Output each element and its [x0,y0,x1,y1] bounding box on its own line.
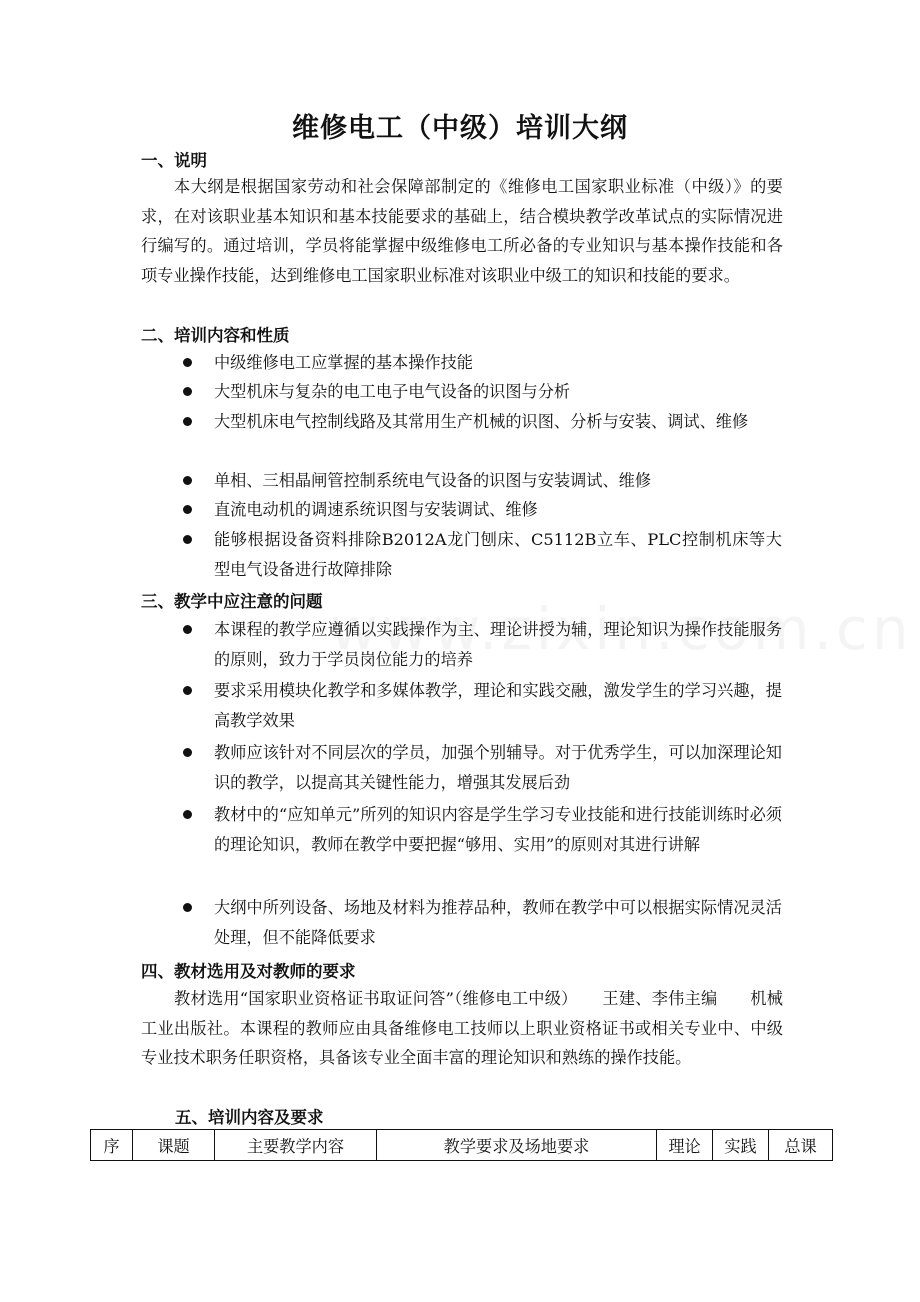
section-heading-5: 五、培训内容及要求 [175,1108,324,1127]
bullet-icon [183,810,192,819]
bullet-icon [183,417,192,426]
table-header-cell: 序 [91,1130,133,1161]
bullet-icon [183,358,192,367]
bullet-icon [183,535,192,544]
section-heading-2: 二、培训内容和性质 [141,326,290,345]
table-header-cell: 课题 [133,1130,215,1161]
list-item-text: 教师应该针对不同层次的学员，加强个别辅导。对于优秀学生，可以加深理论知识的教学，以提高其关键性能力，增强其发展后劲 [214,743,782,792]
list-item-text: 要求采用模块化教学和多媒体教学，理论和实践交融，激发学生的学习兴趣，提高教学效果 [214,681,782,730]
bullet-icon [183,625,192,634]
bullet-icon [183,476,192,485]
document-title: 维修电工（中级）培训大纲 [292,113,628,144]
list-item-text: 大纲中所列设备、场地及材料为推荐品种，教师在教学中可以根据实际情况灵活处理，但不能降低要求 [214,898,782,947]
list-item-text: 本课程的教学应遵循以实践操作为主、理论讲授为辅，理论知识为操作技能服务的原则，致力于学员岗位能力的培养 [214,620,782,669]
section-4-paragraph: 教材选用“国家职业资格证书取证问答”（维修电工中级） 王建、李伟主编 机械工业出版社。本课程的教师应由具备维修电工技师以上职业资格证书或相关专业中、中级专业技术职务任职资格，具备该专业全面丰富的理论知识和熟练的操作技能。 [141,989,783,1067]
list-item-text: 教材中的“应知单元”所列的知识内容是学生学习专业技能和进行技能训练时必须的理论知识，教师在教学中要把握“够用、实用”的原则对其进行讲解 [214,805,782,854]
bullet-icon [183,686,192,695]
list-item-text: 直流电动机的调速系统识图与安装调试、维修 [214,500,538,519]
section-heading-1: 一、说明 [141,151,207,170]
section-1-paragraph: 本大纲是根据国家劳动和社会保障部制定的《维修电工国家职业标准（中级）》的要求，在对该职业基本知识和基本技能要求的基础上，结合模块教学改革试点的实际情况进行编写的。通过培训，学员将能掌握中级维修电工所必备的专业知识与基本操作技能和各项专业操作技能，达到维修电工国家职业标准对该职业中级工的知识和技能的要求。 [141,177,783,285]
table-header-cell: 实践 [713,1130,769,1161]
section-heading-4: 四、教材选用及对教师的要求 [141,962,356,981]
list-item-text: 大型机床电气控制线路及其常用生产机械的识图、分析与安装、调试、维修 [214,412,749,431]
list-item-text: 能够根据设备资料排除B2012A龙门刨床、C5112B立车、PLC控制机床等大型电气设备进行故障排除 [214,530,782,579]
list-item-text: 大型机床与复杂的电工电子电气设备的识图与分析 [214,382,571,401]
table-header-cell: 主要教学内容 [215,1130,377,1161]
bullet-icon [183,387,192,396]
bullet-icon [183,903,192,912]
section-heading-3: 三、教学中应注意的问题 [141,592,323,611]
curriculum-table [90,1129,833,1161]
table-header-row [91,1130,833,1161]
table-header-cell: 总课 [769,1130,833,1161]
table-header-cell: 教学要求及场地要求 [377,1130,657,1161]
bullet-icon [183,505,192,514]
list-item-text: 中级维修电工应掌握的基本操作技能 [214,353,473,372]
table-header-cell: 理论 [657,1130,713,1161]
bullet-icon [183,748,192,757]
list-item-text: 单相、三相晶闸管控制系统电气设备的识图与安装调试、维修 [214,471,652,490]
